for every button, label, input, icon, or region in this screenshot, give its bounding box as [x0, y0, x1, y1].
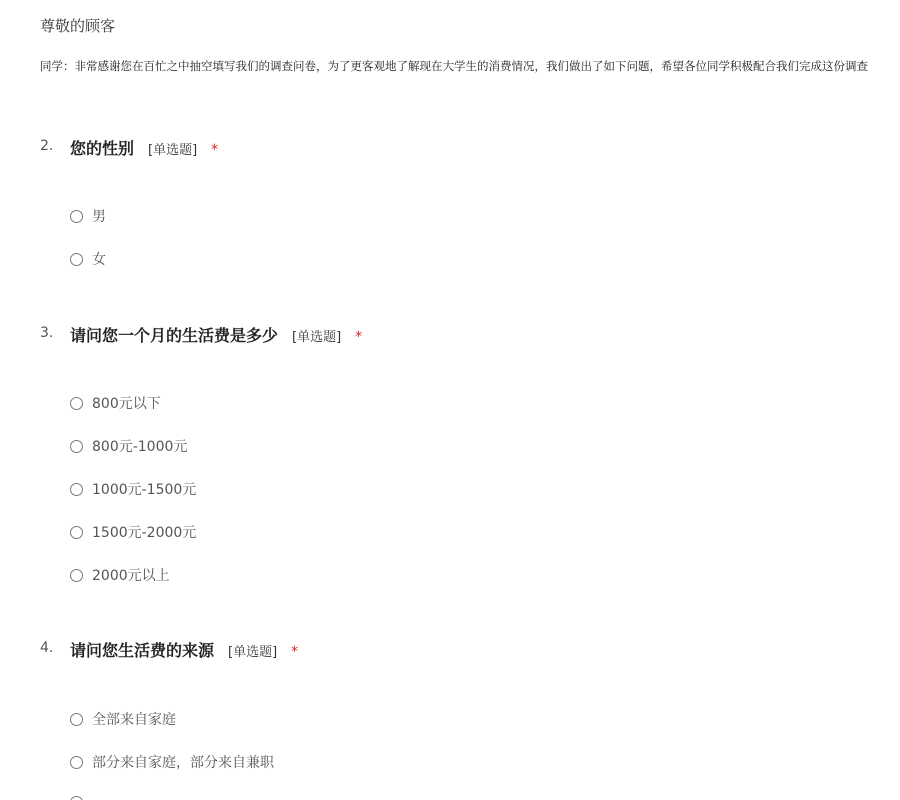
- radio-option-1500-2000[interactable]: [70, 522, 196, 542]
- intro-text: 同学：非常感谢您在百忙之中抽空填写我们的调查问卷，为了更客观地了解现在大学生的消费情况，我们做出了如下问题，希望各位同学积极配合我们完成这份调查: [40, 59, 868, 73]
- radio-option-partial[interactable]: [70, 792, 83, 800]
- question-type-label: [单选题]: [228, 645, 278, 660]
- question-title: [70, 323, 362, 346]
- radio-button[interactable]: [70, 440, 83, 453]
- option-label: 部分来自家庭，部分来自兼职: [92, 755, 274, 771]
- greeting-text: 尊敬的顾客: [40, 17, 116, 35]
- radio-option-female[interactable]: [70, 249, 106, 269]
- radio-button[interactable]: [70, 397, 83, 410]
- question-header: [0, 323, 900, 347]
- option-label: 800元-1000元: [92, 439, 188, 455]
- required-marker: *: [291, 644, 299, 660]
- radio-button[interactable]: [70, 756, 83, 769]
- question-living-expenses: [0, 323, 900, 347]
- radio-button[interactable]: [70, 483, 83, 496]
- question-title-text: 您的性别: [70, 139, 135, 158]
- radio-option-family-and-parttime[interactable]: [70, 752, 274, 772]
- question-number: 3.: [40, 325, 54, 341]
- question-title: [70, 136, 218, 159]
- option-label: 1000元-1500元: [92, 482, 197, 498]
- question-title-text: 请问您生活费的来源: [70, 641, 215, 660]
- question-title: [70, 638, 298, 661]
- question-number: 4.: [40, 640, 54, 656]
- option-label: 女: [92, 252, 106, 268]
- radio-button[interactable]: [70, 526, 83, 539]
- radio-option-above-2000[interactable]: [70, 565, 170, 585]
- option-label: 2000元以上: [92, 568, 170, 584]
- required-marker: *: [211, 142, 219, 158]
- radio-option-male[interactable]: [70, 206, 106, 226]
- question-header: [0, 638, 900, 662]
- question-type-label: [单选题]: [292, 330, 342, 345]
- question-title-text: 请问您一个月的生活费是多少: [70, 326, 279, 345]
- radio-button[interactable]: [70, 210, 83, 223]
- option-label: 800元以下: [92, 396, 161, 412]
- question-number: 2.: [40, 138, 54, 154]
- question-type-label: [单选题]: [148, 143, 198, 158]
- option-label: 男: [92, 209, 106, 225]
- radio-button[interactable]: [70, 796, 83, 800]
- required-marker: *: [355, 329, 363, 345]
- radio-option-800-1000[interactable]: [70, 436, 187, 456]
- radio-option-all-family[interactable]: [70, 709, 176, 729]
- option-label: 全部来自家庭: [92, 712, 176, 728]
- question-gender: [0, 136, 900, 160]
- radio-option-1000-1500[interactable]: [70, 479, 196, 499]
- question-income-source: [0, 638, 900, 662]
- option-label: 1500元-2000元: [92, 525, 197, 541]
- radio-button[interactable]: [70, 713, 83, 726]
- radio-option-below-800[interactable]: [70, 393, 161, 413]
- question-header: [0, 136, 900, 160]
- radio-button[interactable]: [70, 569, 83, 582]
- radio-button[interactable]: [70, 253, 83, 266]
